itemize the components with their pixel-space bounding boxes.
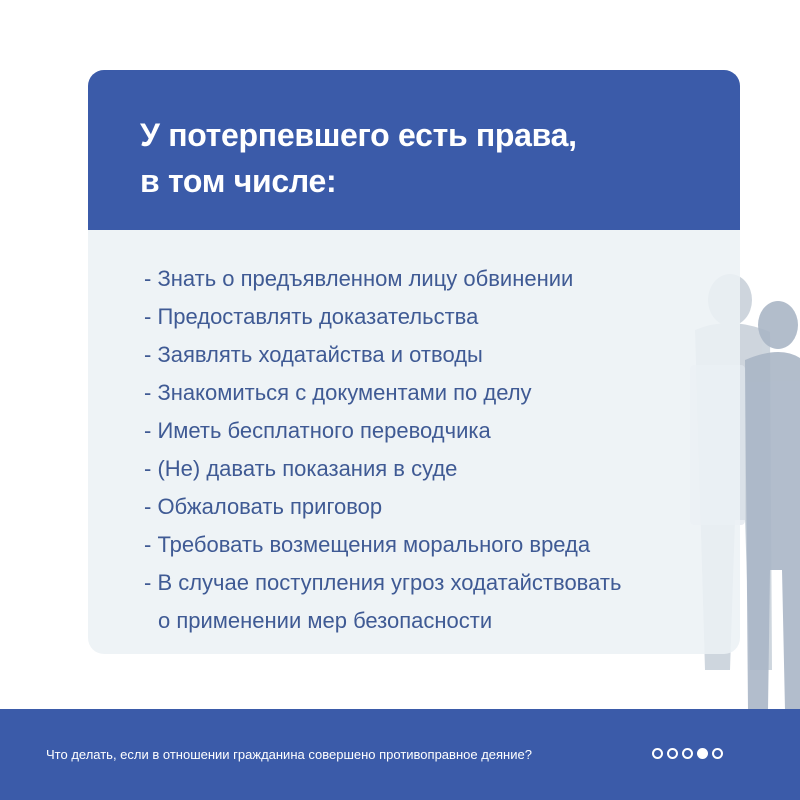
rights-list-item: - Знакомиться с документами по делу (144, 380, 532, 405)
card-title (140, 112, 740, 204)
pager-dot-active[interactable] (697, 748, 708, 759)
card-title-line-1: У потерпевшего есть права, (140, 117, 577, 153)
card-header (88, 70, 740, 230)
rights-list-item: - Иметь бесплатного переводчика (144, 418, 491, 443)
rights-list-item-text: - В случае поступления угроз ходатайствовать (144, 570, 622, 595)
footer-caption: Что делать, если в отношении гражданина совершено противоправное деяние? (46, 747, 532, 762)
rights-list-item: - Требовать возмещения морального вреда (144, 532, 591, 557)
rights-card (88, 70, 740, 654)
footer-bar (0, 709, 800, 800)
rights-list-item: - Предоставлять доказательства (144, 304, 479, 329)
rights-list-item: - Обжаловать приговор (144, 494, 383, 519)
rights-list-item-multiline (144, 564, 740, 640)
rights-list-item: - Знать о предъявленном лицу обвинении (144, 266, 574, 291)
pager-dot[interactable] (712, 748, 723, 759)
rights-list-item-continuation: о применении мер безопасности (158, 608, 493, 633)
rights-list-item: - (Не) давать показания в суде (144, 456, 458, 481)
card-body (88, 230, 740, 640)
pager-dot[interactable] (667, 748, 678, 759)
rights-list-item: - Заявлять ходатайства и отводы (144, 342, 483, 367)
card-title-line-2: в том числе: (140, 163, 337, 199)
pager-dot[interactable] (682, 748, 693, 759)
pager-dot[interactable] (652, 748, 663, 759)
slide-pager (652, 748, 723, 759)
rights-list (144, 260, 740, 640)
